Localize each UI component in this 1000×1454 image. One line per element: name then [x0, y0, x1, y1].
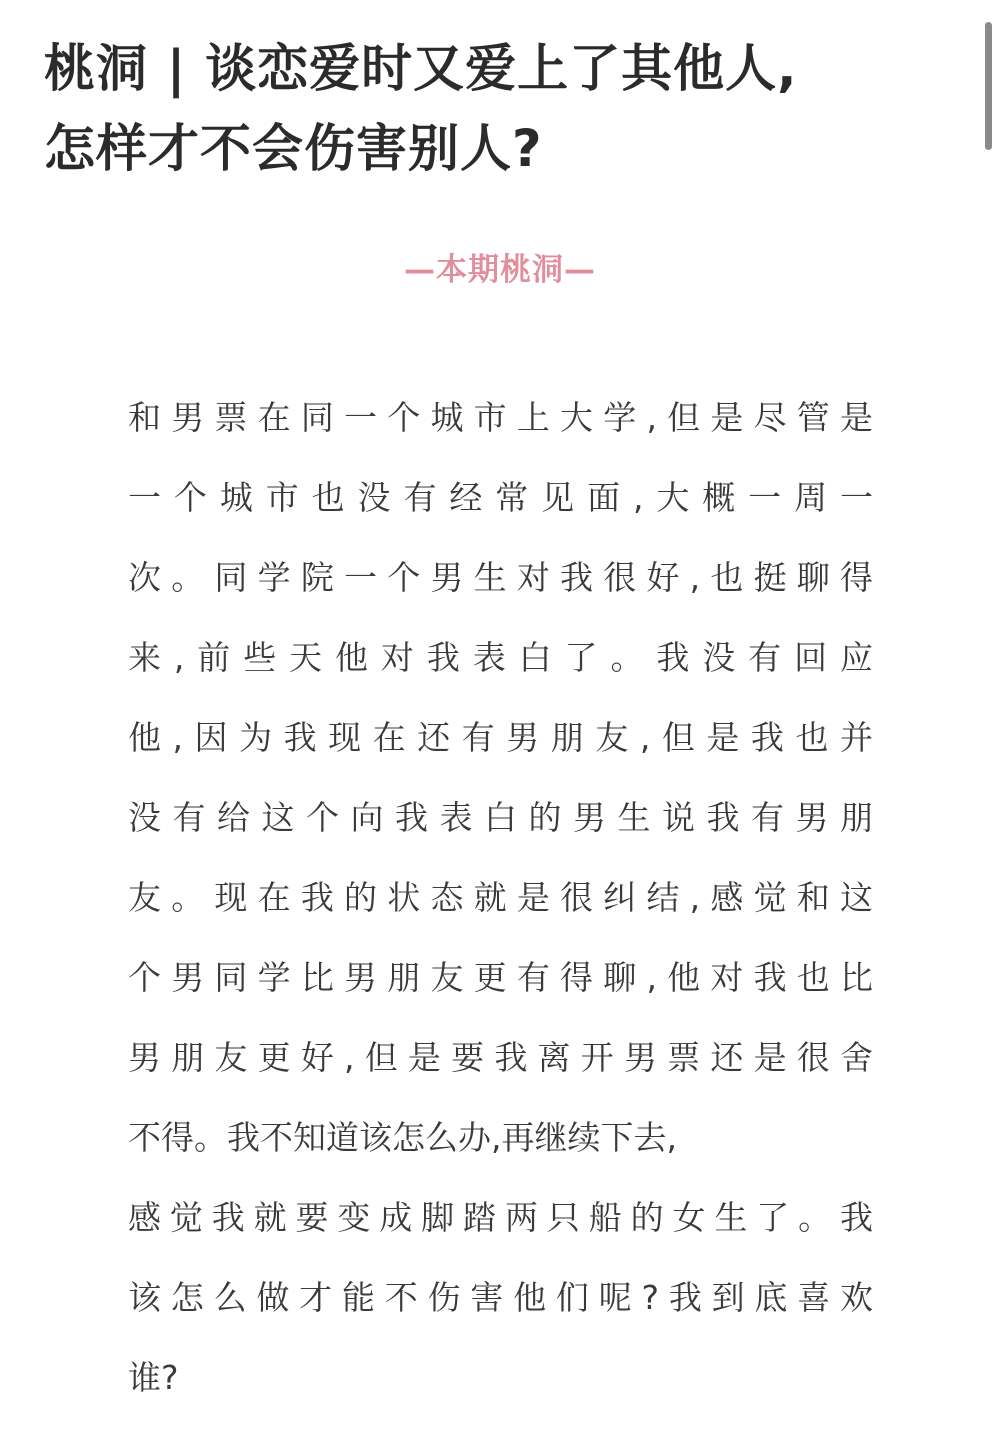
scrollbar-thumb[interactable]: [985, 22, 992, 150]
article-body: [128, 378, 873, 1418]
body-line: 来,前些天他对我表白了。我没有回应: [128, 638, 873, 677]
article-title: [44, 30, 944, 190]
body-line: 没有给这个向我表白的男生说我有男朋: [128, 798, 873, 837]
body-line: 该怎么做才能不伤害他们呢?我到底喜欢: [128, 1278, 873, 1317]
body-line: 他,因为我现在还有男朋友,但是我也并: [128, 718, 873, 757]
body-line: 次。同学院一个男生对我很好,也挺聊得: [128, 558, 873, 597]
body-line: 男朋友更好,但是要我离开男票还是很舍: [128, 1038, 873, 1077]
body-line: 谁?: [128, 1358, 179, 1397]
body-line: 和男票在同一个城市上大学,但是尽管是: [128, 398, 873, 437]
body-line: 个男同学比男朋友更有得聊,他对我也比: [128, 958, 873, 997]
body-line: 感觉我就要变成脚踏两只船的女生了。我: [128, 1198, 873, 1237]
section-label: —本期桃洞—: [404, 252, 596, 288]
title-line-1: 桃洞 | 谈恋爱时又爱上了其他人,: [44, 40, 798, 99]
body-line: 一个城市也没有经常见面,大概一周一: [128, 478, 873, 517]
title-line-2: 怎样才不会伤害别人?: [44, 120, 543, 179]
body-line: 友。现在我的状态就是很纠结,感觉和这: [128, 878, 873, 917]
body-line: 不得。我不知道该怎么办,再继续下去,: [128, 1118, 677, 1157]
